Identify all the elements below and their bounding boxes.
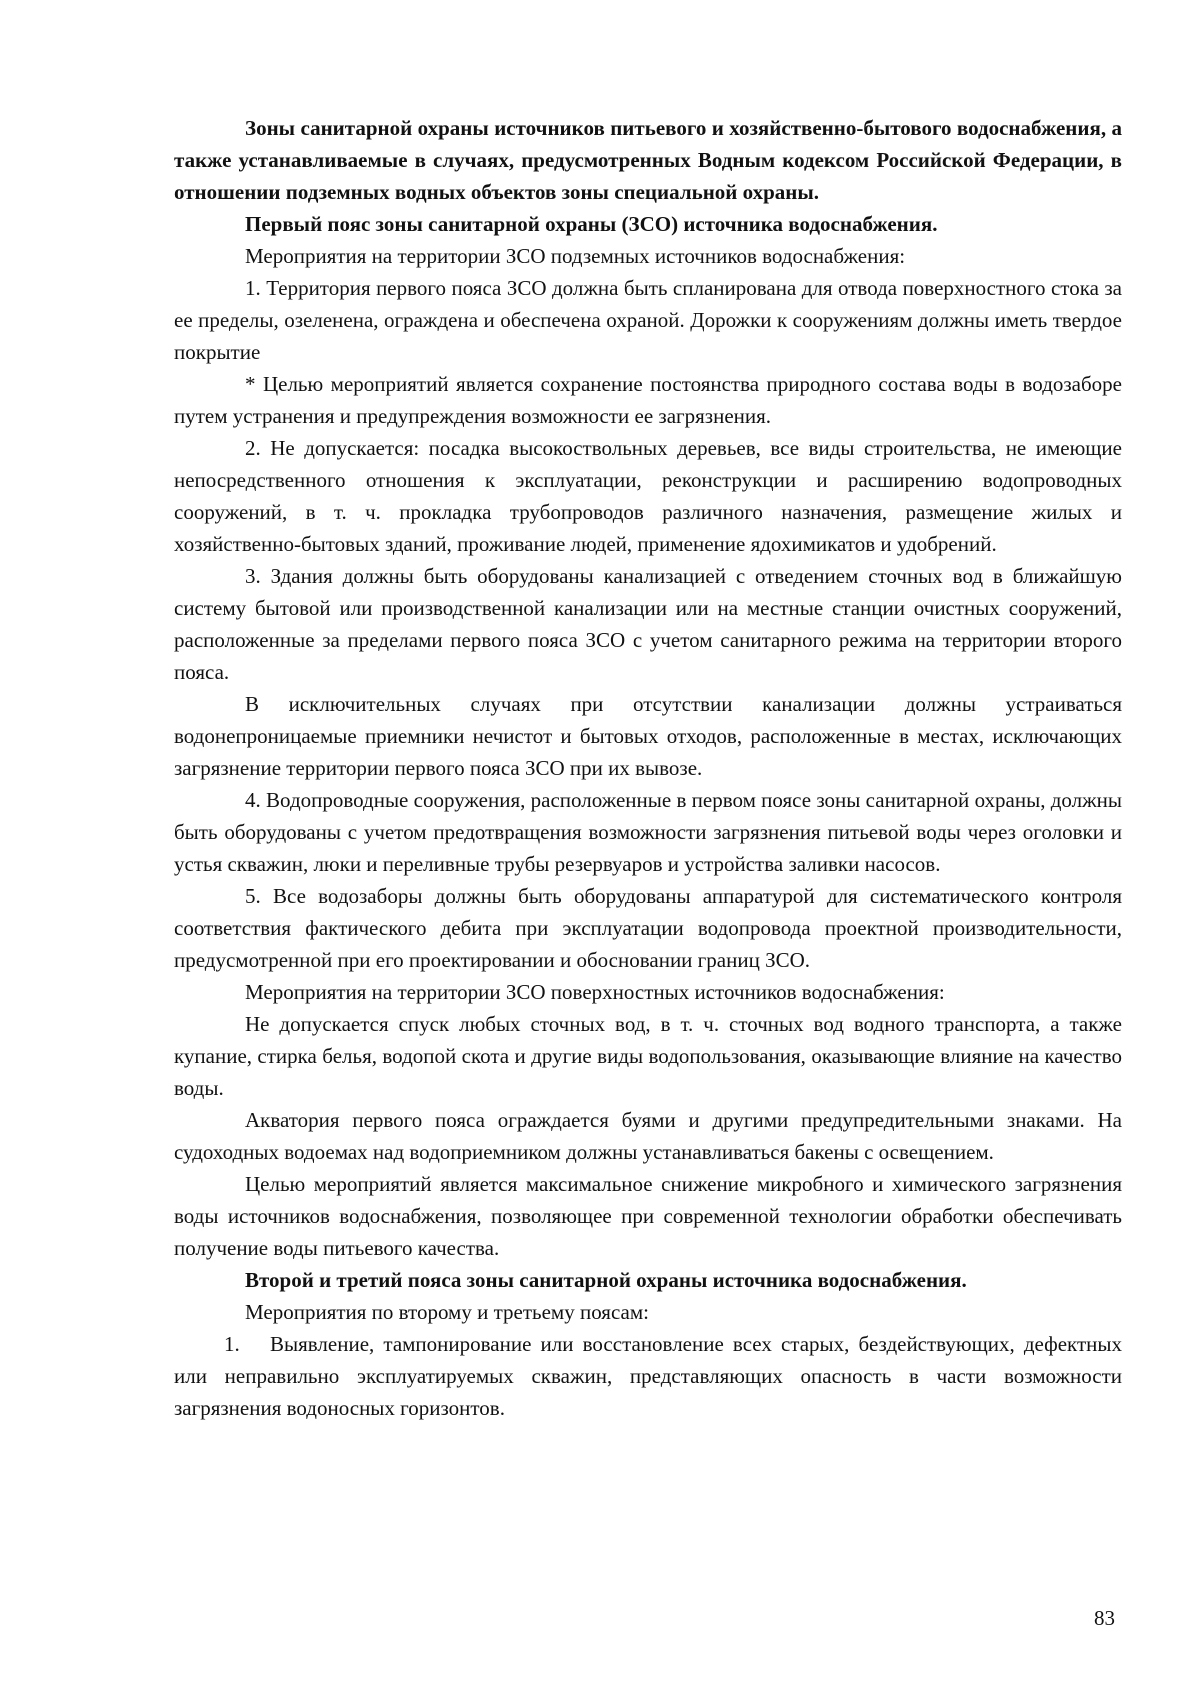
- paragraph: * Целью мероприятий является сохранение постоянства природного состава воды в водозаборе путем устранения и предупреждения возможности ее загрязнения.: [174, 372, 1122, 428]
- paragraph: 4. Водопроводные сооружения, расположенные в первом поясе зоны санитарной охраны, должны быть оборудованы с учетом предотвращения возможности загрязнения питьевой воды через оголовки и устья скважин, люки и переливные трубы резервуаров и устройства заливки насосов.: [174, 788, 1122, 876]
- paragraph: Мероприятия на территории ЗСО подземных источников водоснабжения:: [245, 244, 906, 268]
- paragraph: Акватория первого пояса ограждается буями и другими предупредительными знаками. На судоходных водоемах над водоприемником должны устанавливаться бакены с освещением.: [174, 1108, 1122, 1164]
- document-body: [174, 112, 1122, 1424]
- title-paragraph: Зоны санитарной охраны источников питьевого и хозяйственно-бытового водоснабжения, а также устанавливаемые в случаях, предусмотренных Водным кодексом Российской Федерации, в отношении подземных водных объектов зоны специальной охраны.: [174, 116, 1122, 204]
- paragraph: 3. Здания должны быть оборудованы канализацией с отведением сточных вод в ближайшую систему бытовой или производственной канализации или на местные станции очистных сооружений, расположенные за пределами первого пояса ЗСО с учетом санитарного режима на территории второго пояса.: [174, 564, 1122, 684]
- paragraph: 2. Не допускается: посадка высокоствольных деревьев, все виды строительства, не имеющие непосредственного отношения к эксплуатации, реконструкции и расширению водопроводных сооружений, в т. ч. прокладка трубопроводов различного назначения, размещение жилых и хозяйственно-бытовых зданий, проживание людей, применение ядохимикатов и удобрений.: [174, 436, 1122, 556]
- paragraph: Мероприятия по второму и третьему поясам:: [245, 1300, 649, 1324]
- paragraph: Не допускается спуск любых сточных вод, в т. ч. сточных вод водного транспорта, а также купание, стирка белья, водопой скота и другие виды водопользования, оказывающие влияние на качество воды.: [174, 1012, 1122, 1100]
- list-item-text: Выявление, тампонирование или восстановление всех старых, бездействующих, дефектных или неправильно эксплуатируемых скважин, представляющих опасность в части возможности загрязнения водоносных горизонтов.: [174, 1332, 1122, 1420]
- paragraph: Мероприятия на территории ЗСО поверхностных источников водоснабжения:: [245, 980, 945, 1004]
- second-third-belt-heading: Второй и третий пояса зоны санитарной охраны источника водоснабжения.: [245, 1268, 967, 1292]
- paragraph: Целью мероприятий является максимальное снижение микробного и химического загрязнения воды источников водоснабжения, позволяющее при современной технологии обработки обеспечивать получение воды питьевого качества.: [174, 1172, 1122, 1260]
- list-item: [174, 1328, 1122, 1424]
- paragraph: 1. Территория первого пояса ЗСО должна быть спланирована для отвода поверхностного стока за ее пределы, озеленена, ограждена и обеспечена охраной. Дорожки к сооружениям должны иметь твердое покрытие: [174, 276, 1122, 364]
- first-belt-heading: Первый пояс зоны санитарной охраны (ЗСО) источника водоснабжения.: [245, 212, 938, 236]
- list-item-number: 1.: [224, 1332, 240, 1356]
- paragraph: 5. Все водозаборы должны быть оборудованы аппаратурой для систематического контроля соответствия фактического дебита при эксплуатации водопровода проектной производительности, предусмотренной при его проектировании и обосновании границ ЗСО.: [174, 884, 1122, 972]
- page-number: 83: [1094, 1606, 1115, 1630]
- paragraph: В исключительных случаях при отсутствии канализации должны устраиваться водонепроницаемые приемники нечистот и бытовых отходов, расположенные в местах, исключающих загрязнение территории первого пояса ЗСО при их вывозе.: [174, 692, 1122, 780]
